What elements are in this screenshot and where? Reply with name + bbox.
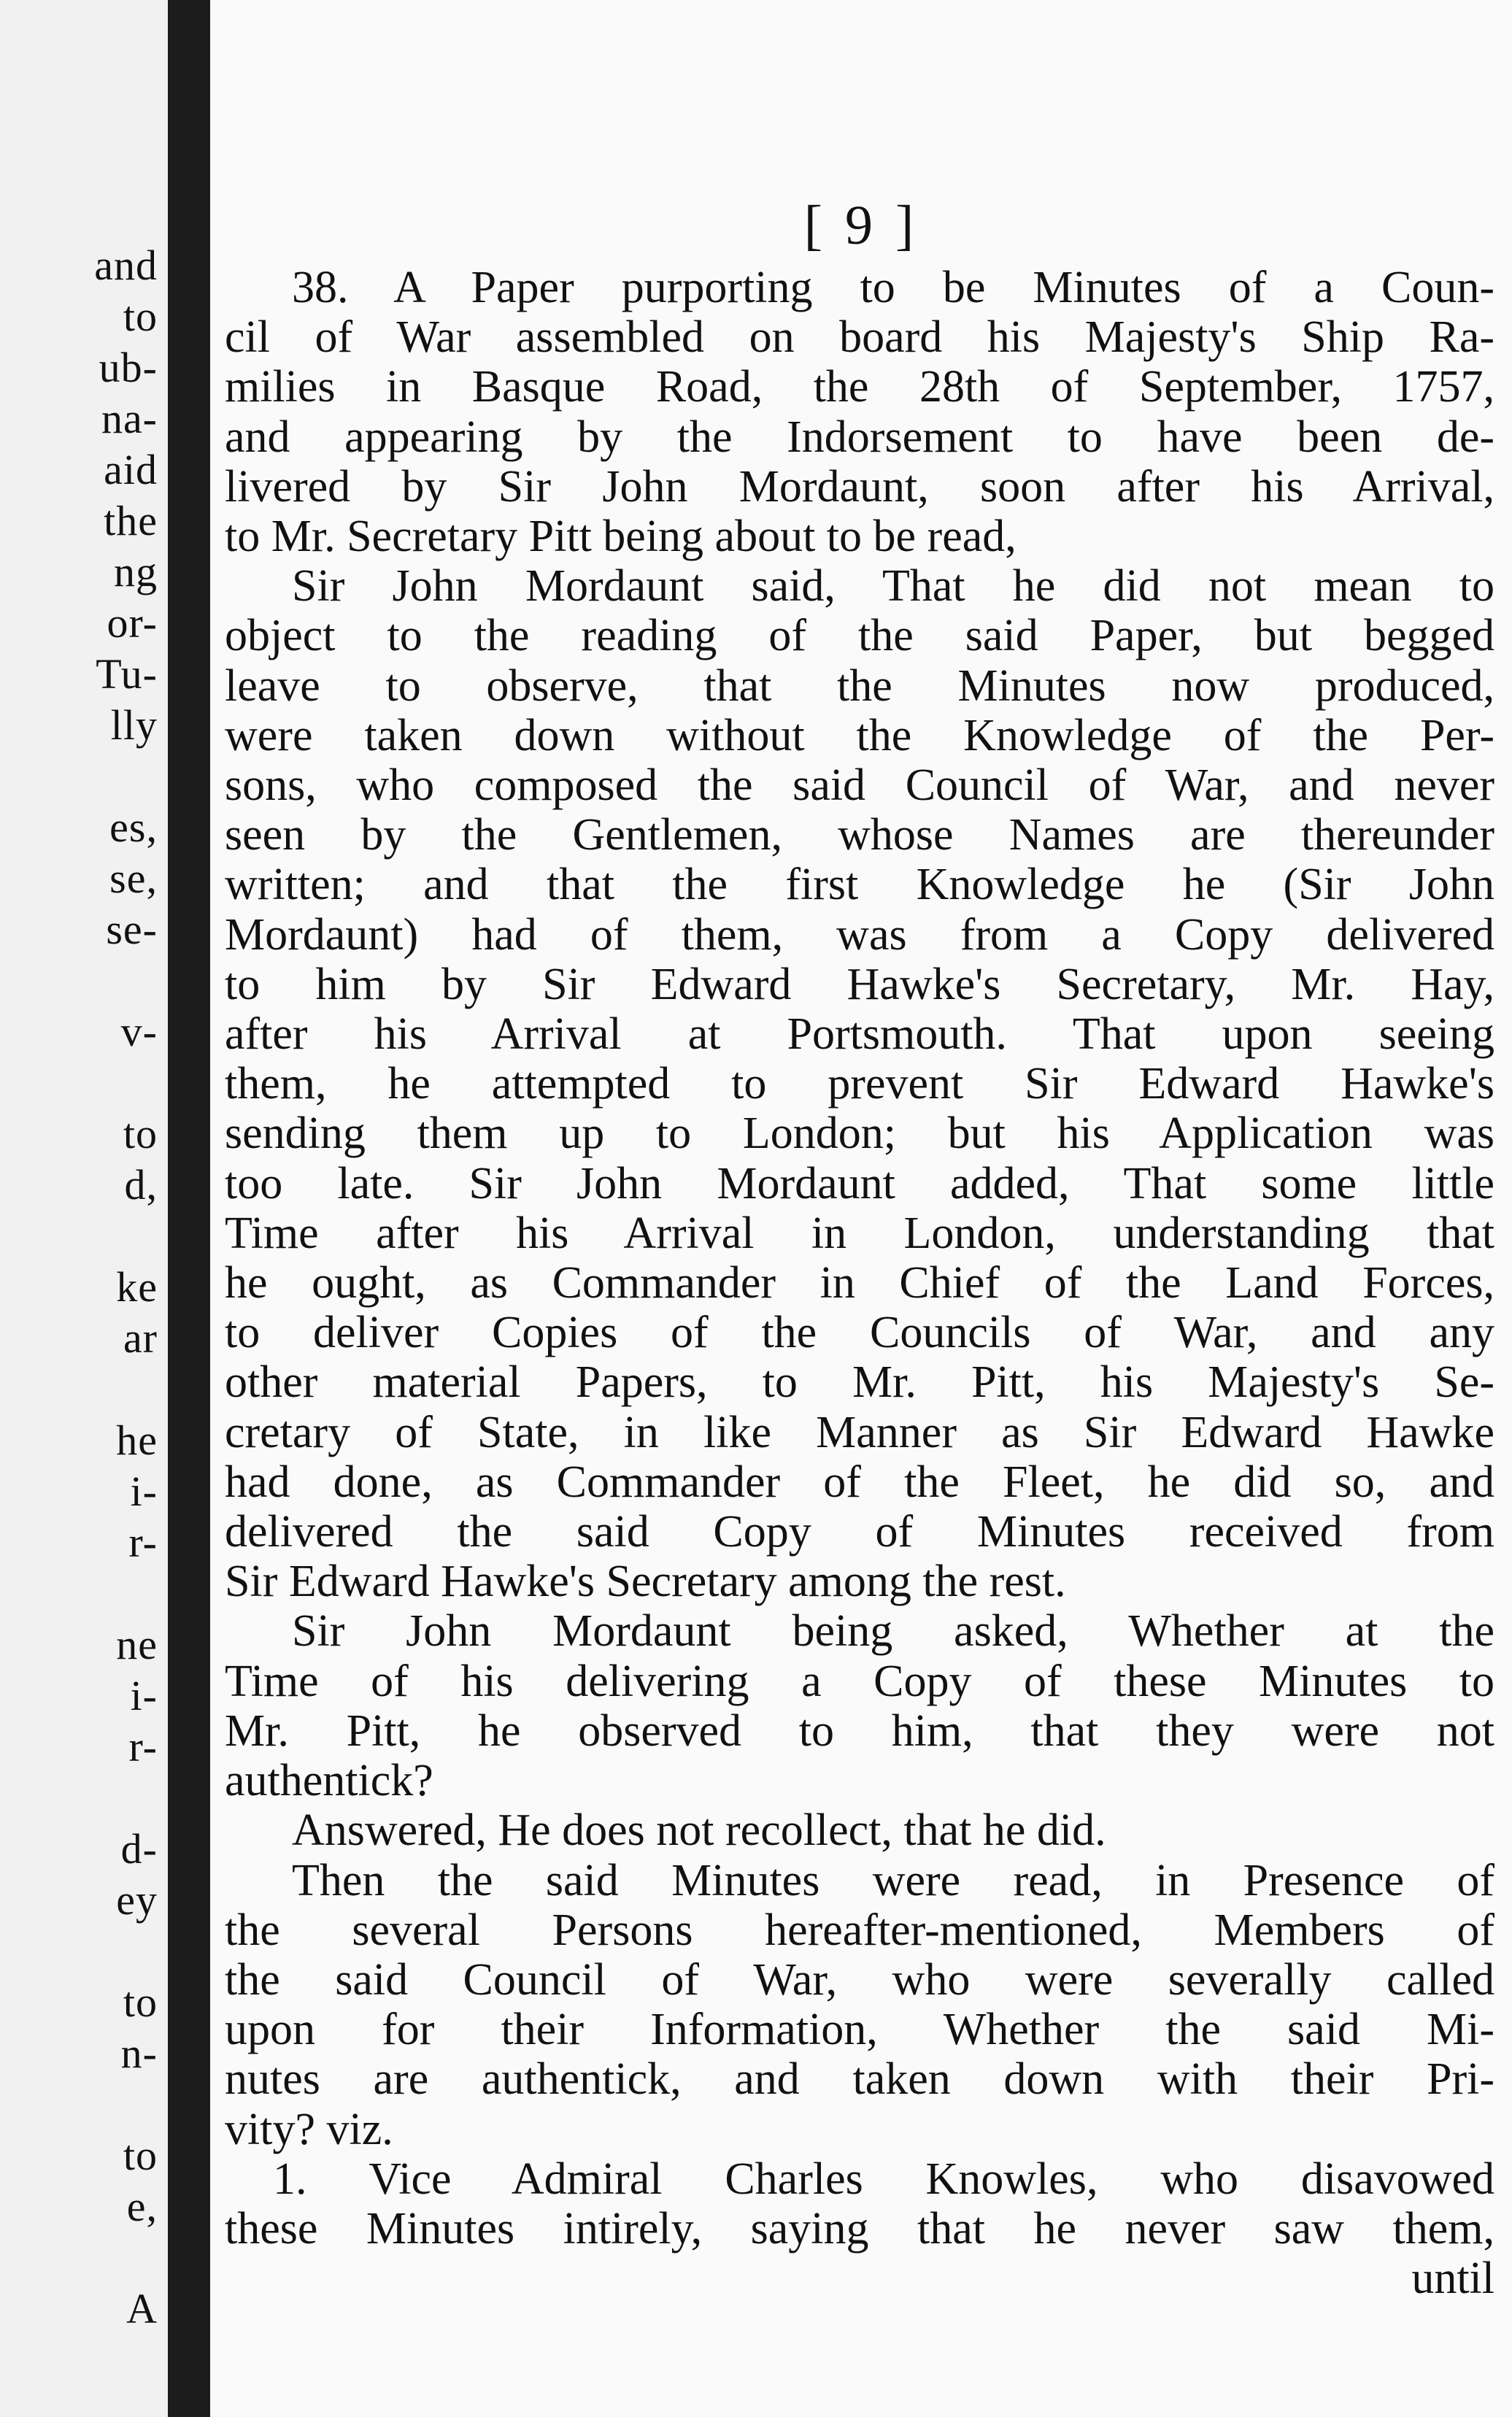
- text-line: were taken down without the Knowledge of the Per-: [225, 710, 1494, 760]
- left-page-text-fragment: aid: [104, 446, 158, 493]
- left-page-text-fragment: ng: [114, 548, 158, 595]
- text-line: sons, who composed the said Council of War, and never: [225, 760, 1494, 811]
- book-gutter: [168, 0, 210, 2417]
- text-line: cil of War assembled on board his Majesty's Ship Ra-: [225, 312, 1494, 363]
- text-line: to him by Sir Edward Hawke's Secretary, Mr. Hay,: [225, 959, 1494, 1009]
- left-page-text-fragment: na-: [101, 395, 158, 442]
- text-line: to Mr. Secretary Pitt being about to be read,: [225, 512, 1017, 562]
- text-line: Mr. Pitt, he observed to him, that they were not: [225, 1705, 1494, 1756]
- left-page-fragment: [0, 0, 168, 2417]
- text-line: delivered the said Copy of Minutes received from: [225, 1507, 1494, 1557]
- left-page-text-fragment: he: [116, 1416, 158, 1464]
- left-page-text-fragment: r-: [128, 1723, 158, 1770]
- text-line: sending them up to London; but his Application was: [225, 1109, 1494, 1159]
- left-page-text-fragment: to: [123, 293, 158, 340]
- left-page-text-fragment: to: [123, 1110, 158, 1157]
- left-page-text-fragment: i-: [130, 1672, 158, 1719]
- left-page-text-fragment: n-: [120, 2029, 158, 2077]
- left-page-text-fragment: r-: [128, 1519, 158, 1566]
- text-line: until: [1411, 2254, 1494, 2304]
- text-line: and appearing by the Indorsement to have been de-: [225, 412, 1494, 462]
- left-page-text-fragment: lly: [110, 701, 158, 749]
- left-page-text-fragment: i-: [130, 1468, 158, 1515]
- left-page-text-fragment: to: [123, 1978, 158, 2026]
- text-line: Answered, He does not recollect, that he did.: [292, 1805, 1106, 1856]
- text-line: object to the reading of the said Paper, but begged: [225, 611, 1494, 661]
- text-line: after his Arrival at Portsmouth. That upon seeing: [225, 1009, 1494, 1060]
- left-page-text-fragment: ne: [116, 1621, 158, 1668]
- document-page: [210, 0, 1512, 2417]
- text-line: he ought, as Commander in Chief of the Land Forces,: [225, 1258, 1494, 1308]
- text-line: upon for their Information, Whether the said Mi-: [225, 2005, 1494, 2055]
- text-line: Time after his Arrival in London, understanding that: [225, 1208, 1494, 1258]
- text-line: too late. Sir John Mordaunt added, That some little: [225, 1158, 1494, 1208]
- left-page-text-fragment: Tu-: [96, 650, 158, 698]
- text-line: Then the said Minutes were read, in Presence of: [292, 1855, 1494, 1905]
- left-page-text-fragment: to: [123, 2132, 158, 2179]
- left-page-text-fragment: es,: [109, 803, 158, 851]
- text-line: them, he attempted to prevent Sir Edward Hawke's: [225, 1059, 1494, 1109]
- text-line: other material Papers, to Mr. Pitt, his Majesty's Se-: [225, 1357, 1494, 1408]
- left-page-text-fragment: and: [94, 242, 158, 289]
- text-line: authentick?: [225, 1756, 433, 1806]
- text-line: seen by the Gentlemen, whose Names are thereunder: [225, 810, 1494, 860]
- left-page-text-fragment: e,: [126, 2183, 158, 2230]
- text-line: to deliver Copies of the Councils of War, and any: [225, 1308, 1494, 1358]
- text-line: vity? viz.: [225, 2104, 393, 2154]
- text-line: written; and that the first Knowledge he (Sir John: [225, 860, 1494, 910]
- left-page-text-fragment: ke: [116, 1263, 158, 1311]
- left-page-text-fragment: d,: [124, 1161, 158, 1208]
- text-line: nutes are authentick, and taken down with their Pri-: [225, 2054, 1494, 2105]
- left-page-text-fragment: v-: [120, 1008, 158, 1055]
- left-page-text-fragment: the: [104, 497, 158, 544]
- left-page-text-fragment: ub-: [99, 344, 158, 391]
- text-line: milies in Basque Road, the 28th of September, 1757,: [225, 362, 1494, 412]
- page-number: [ 9 ]: [803, 195, 919, 256]
- text-line: leave to observe, that the Minutes now produced,: [225, 660, 1494, 711]
- left-page-text-fragment: A: [126, 2285, 158, 2332]
- left-page-text-fragment: d-: [120, 1825, 158, 1873]
- left-page-text-fragment: se,: [109, 855, 158, 902]
- text-line: Mordaunt) had of them, was from a Copy delivered: [225, 909, 1494, 960]
- text-line: 1. Vice Admiral Charles Knowles, who disavowed: [273, 2154, 1494, 2204]
- text-line: had done, as Commander of the Fleet, he did so, and: [225, 1457, 1494, 1507]
- text-line: the said Council of War, who were severally called: [225, 1954, 1494, 2005]
- text-line: cretary of State, in like Manner as Sir Edward Hawke: [225, 1407, 1494, 1457]
- text-line: the several Persons hereafter-mentioned, Members of: [225, 1905, 1494, 1955]
- text-line: these Minutes intirely, saying that he never saw them,: [225, 2203, 1494, 2254]
- text-line: Sir Edward Hawke's Secretary among the rest.: [225, 1557, 1066, 1607]
- left-page-text-fragment: ey: [116, 1876, 158, 1924]
- text-line: Time of his delivering a Copy of these Minutes to: [225, 1656, 1494, 1706]
- text-line: Sir John Mordaunt said, That he did not mean to: [292, 561, 1494, 612]
- text-line: Sir John Mordaunt being asked, Whether at the: [292, 1606, 1494, 1657]
- body-text: [225, 263, 1494, 2303]
- left-page-text-fragment: se-: [106, 906, 158, 953]
- left-page-text-fragment: or-: [107, 599, 158, 647]
- left-page-text-fragment: ar: [123, 1314, 158, 1362]
- text-line: 38. A Paper purporting to be Minutes of a Coun-: [292, 263, 1494, 312]
- text-line: livered by Sir John Mordaunt, soon after his Arrival,: [225, 461, 1494, 512]
